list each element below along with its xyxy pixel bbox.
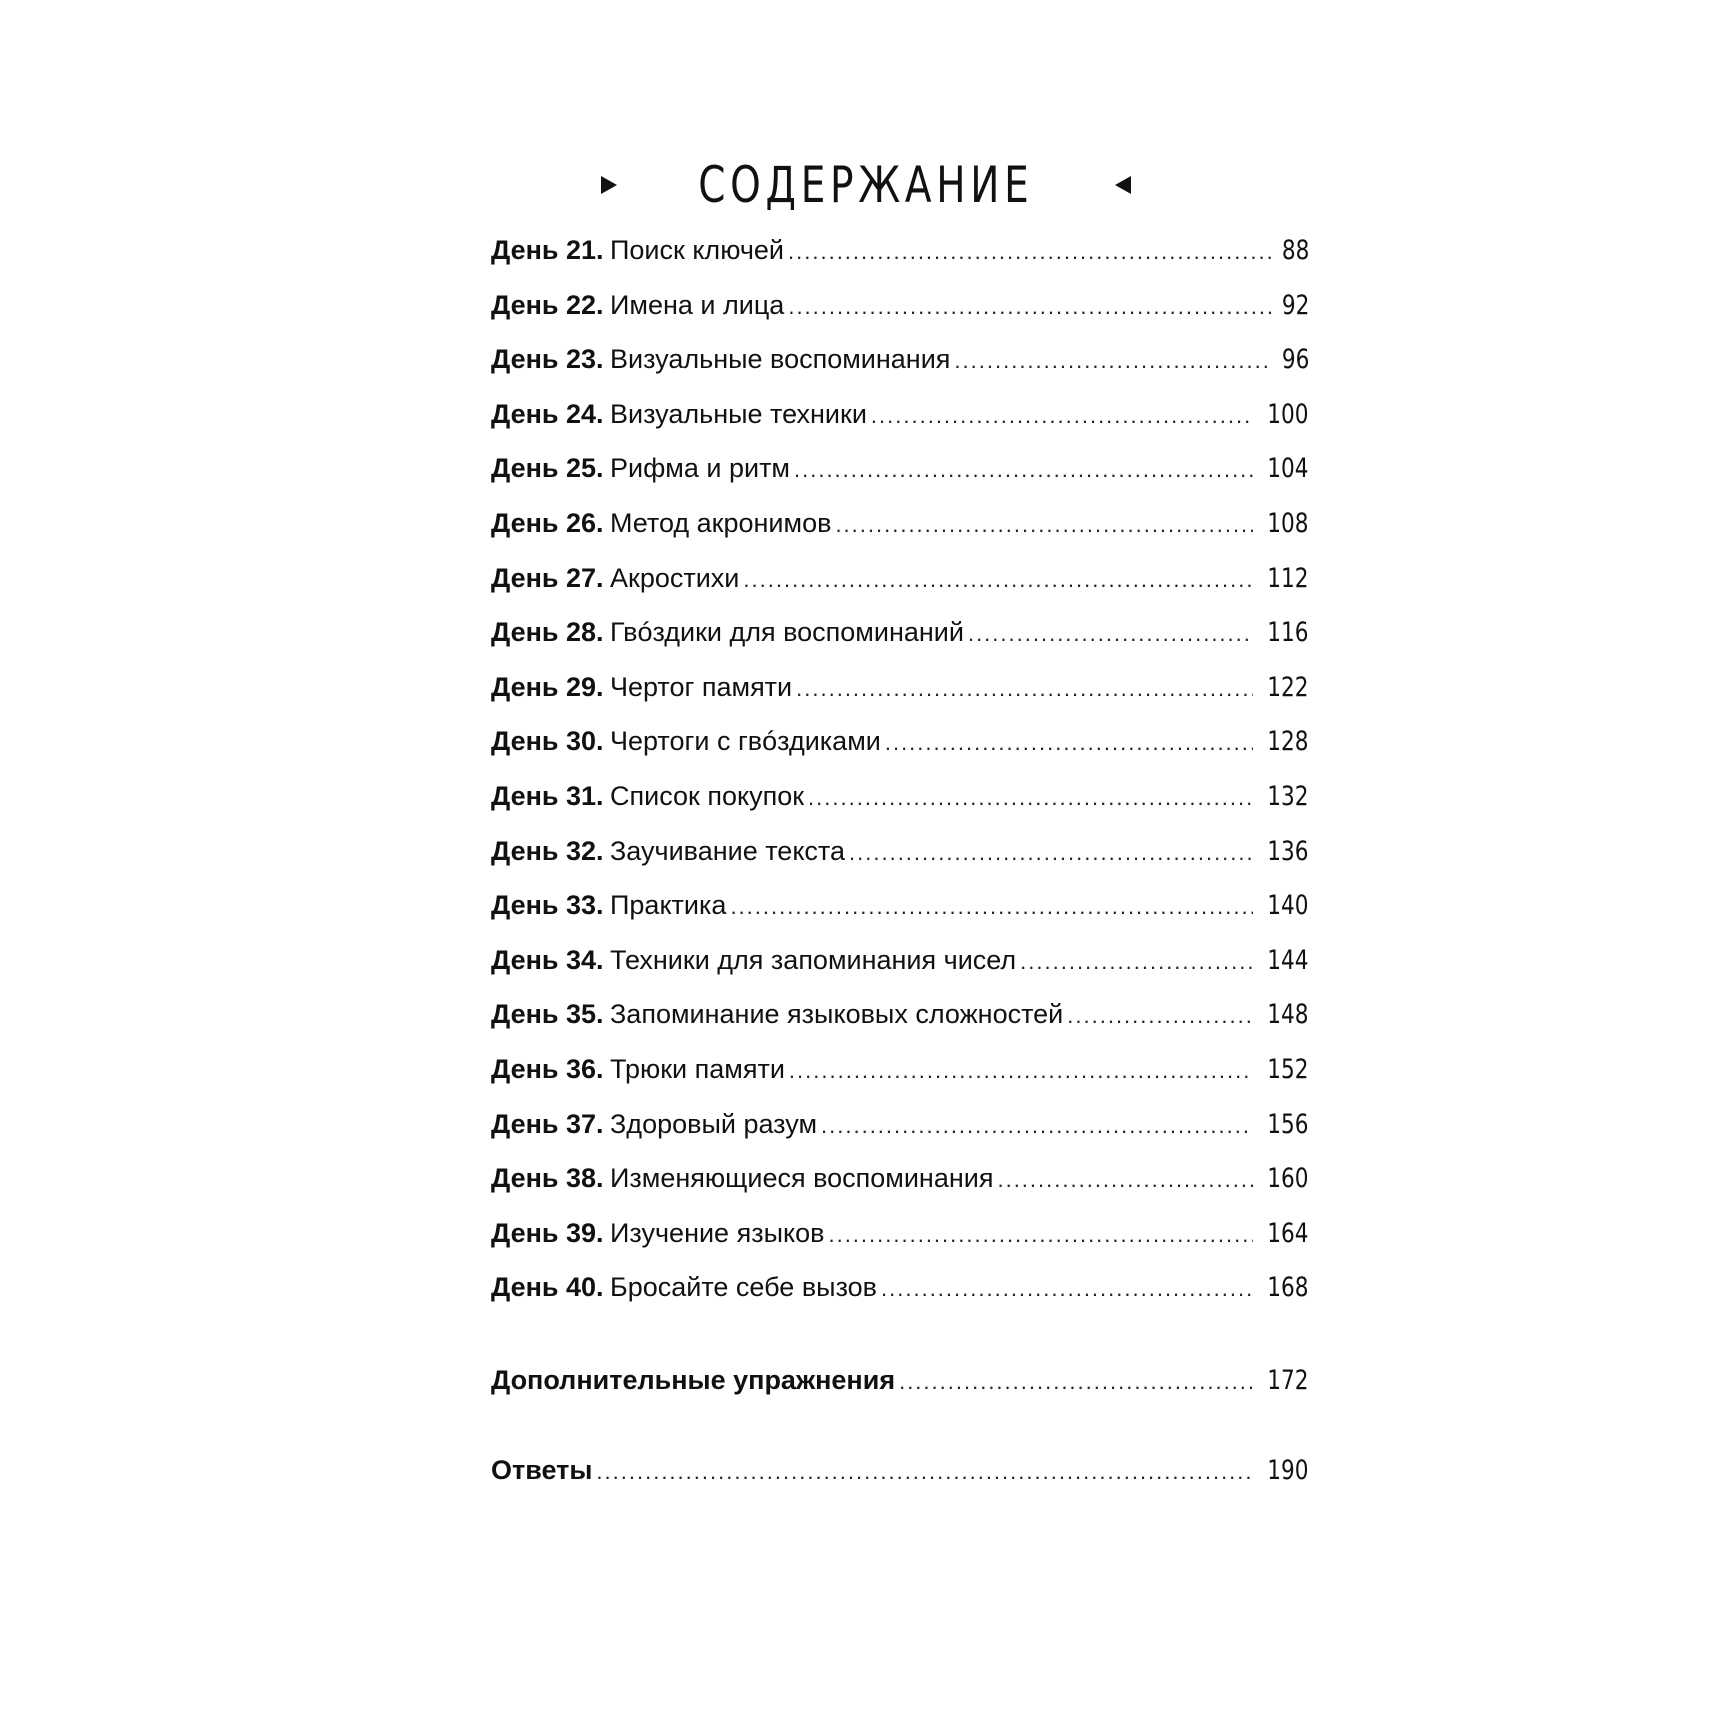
toc-entry[interactable] bbox=[491, 1109, 1309, 1164]
dot-leader bbox=[849, 840, 1253, 866]
dot-leader bbox=[808, 785, 1253, 811]
entry-title: Заучивание текста bbox=[610, 835, 846, 866]
toc-entry[interactable] bbox=[491, 999, 1309, 1054]
toc-entry[interactable] bbox=[491, 890, 1309, 945]
entry-page: 148 bbox=[1267, 999, 1309, 1031]
entry-day: День 34. bbox=[491, 944, 604, 975]
toc-entry[interactable] bbox=[491, 1054, 1309, 1109]
toc-entry[interactable] bbox=[491, 508, 1309, 563]
entry-page: 156 bbox=[1267, 1108, 1309, 1140]
toc-entry[interactable] bbox=[491, 1218, 1309, 1273]
dot-leader bbox=[968, 621, 1254, 647]
entry-page: 140 bbox=[1267, 890, 1309, 922]
toc-entry[interactable] bbox=[491, 945, 1309, 1000]
entry-title: Дополнительные упражнения bbox=[491, 1364, 896, 1395]
entry-title: Ответы bbox=[491, 1455, 593, 1486]
entry-title: Визуальные техники bbox=[610, 398, 867, 429]
entry-day: День 25. bbox=[491, 453, 604, 484]
entry-day: День 23. bbox=[491, 344, 604, 375]
toc-entry[interactable] bbox=[491, 836, 1309, 891]
entry-page: 100 bbox=[1267, 398, 1309, 430]
toc-entry[interactable] bbox=[491, 617, 1309, 672]
dot-leader bbox=[954, 348, 1270, 374]
dot-leader bbox=[881, 1276, 1253, 1302]
entry-page: 96 bbox=[1281, 344, 1309, 376]
entry-page: 88 bbox=[1281, 235, 1309, 266]
toc-entry[interactable] bbox=[491, 726, 1309, 781]
entry-page: 116 bbox=[1267, 617, 1309, 649]
entry-page: 144 bbox=[1267, 944, 1309, 976]
entry-page: 164 bbox=[1267, 1217, 1309, 1249]
entry-day: День 27. bbox=[491, 562, 604, 593]
entry-day: День 40. bbox=[491, 1272, 604, 1303]
entry-title: Изменяющиеся воспоминания bbox=[610, 1163, 994, 1194]
entry-day: День 28. bbox=[491, 617, 604, 648]
entry-title: Чертог памяти bbox=[610, 671, 793, 702]
toc-entry[interactable] bbox=[491, 672, 1309, 727]
entry-page: 136 bbox=[1267, 835, 1309, 867]
entry-page: 122 bbox=[1267, 671, 1309, 703]
entry-title: Запоминание языковых сложностей bbox=[610, 999, 1064, 1030]
entry-page: 160 bbox=[1267, 1163, 1309, 1195]
entry-day: День 29. bbox=[491, 671, 604, 702]
toc-entry-extra-exercises[interactable] bbox=[491, 1365, 1309, 1420]
entry-day: День 35. bbox=[491, 999, 604, 1030]
dot-leader bbox=[743, 567, 1253, 593]
entry-title: Акростихи bbox=[610, 562, 740, 593]
entry-title: Практика bbox=[610, 890, 727, 921]
entry-day: День 22. bbox=[491, 289, 604, 320]
entry-day: День 37. bbox=[491, 1108, 604, 1139]
dot-leader bbox=[885, 730, 1254, 756]
entry-day: День 21. bbox=[491, 235, 604, 265]
entry-page: 112 bbox=[1267, 562, 1309, 594]
entry-day: День 33. bbox=[491, 890, 604, 921]
entry-day: День 38. bbox=[491, 1163, 604, 1194]
dot-leader bbox=[730, 894, 1253, 920]
entry-day: День 26. bbox=[491, 507, 604, 538]
dot-leader bbox=[789, 1058, 1254, 1084]
dot-leader bbox=[788, 239, 1271, 265]
toc-entry[interactable] bbox=[491, 453, 1309, 508]
dot-leader bbox=[997, 1167, 1253, 1193]
entry-page: 128 bbox=[1267, 726, 1309, 758]
dot-leader bbox=[1020, 949, 1253, 975]
entry-title: Имена и лица bbox=[610, 289, 785, 320]
entry-page: 152 bbox=[1267, 1053, 1309, 1085]
toc-entry[interactable] bbox=[491, 235, 1309, 290]
toc-entry[interactable] bbox=[491, 290, 1309, 345]
entry-title: Рифма и ритм bbox=[610, 453, 790, 484]
entry-title: Список покупок bbox=[610, 780, 805, 811]
entry-day: День 30. bbox=[491, 726, 604, 757]
dot-leader bbox=[1067, 1003, 1253, 1029]
toc-entry[interactable] bbox=[491, 563, 1309, 618]
toc-entry[interactable] bbox=[491, 781, 1309, 836]
triangle-left-icon bbox=[1115, 176, 1131, 194]
entry-page: 104 bbox=[1267, 453, 1309, 485]
entry-day: День 39. bbox=[491, 1217, 604, 1248]
entry-title: Техники для запоминания чисел bbox=[610, 944, 1017, 975]
entry-title: Изучение языков bbox=[610, 1217, 825, 1248]
toc-heading bbox=[0, 150, 1732, 220]
entry-page: 108 bbox=[1267, 507, 1309, 539]
entry-day: День 24. bbox=[491, 398, 604, 429]
dot-leader bbox=[794, 457, 1253, 483]
dot-leader bbox=[828, 1222, 1253, 1248]
entry-day: День 32. bbox=[491, 835, 604, 866]
entry-title: Метод акронимов bbox=[610, 507, 832, 538]
entry-title: Трюки памяти bbox=[610, 1053, 785, 1084]
dot-leader bbox=[835, 512, 1253, 538]
toc-entry[interactable] bbox=[491, 344, 1309, 399]
entry-day: День 31. bbox=[491, 780, 604, 811]
dot-leader bbox=[821, 1113, 1253, 1139]
entry-title: Гвóздики для воспоминаний bbox=[610, 617, 964, 648]
entry-page: 168 bbox=[1267, 1272, 1309, 1304]
toc-entry[interactable] bbox=[491, 1163, 1309, 1218]
entry-day: День 36. bbox=[491, 1053, 604, 1084]
entry-title: Визуальные воспоминания bbox=[610, 344, 951, 375]
entry-title: Поиск ключей bbox=[610, 235, 785, 265]
toc-entry[interactable] bbox=[491, 1272, 1309, 1327]
dot-leader bbox=[899, 1369, 1253, 1395]
dot-leader bbox=[796, 676, 1253, 702]
entry-title: Здоровый разум bbox=[610, 1108, 818, 1139]
entry-page: 172 bbox=[1267, 1364, 1309, 1396]
dot-leader bbox=[788, 294, 1270, 320]
toc-entry-answers[interactable] bbox=[491, 1455, 1309, 1510]
entry-title: Бросайте себе вызов bbox=[610, 1272, 878, 1303]
entry-page: 92 bbox=[1281, 289, 1309, 321]
triangle-right-icon bbox=[601, 176, 617, 194]
entry-page: 132 bbox=[1267, 780, 1309, 812]
page-title: СОДЕРЖАНИЕ bbox=[698, 156, 1034, 214]
toc-entry[interactable] bbox=[491, 399, 1309, 454]
entry-page: 190 bbox=[1267, 1455, 1309, 1487]
dot-leader bbox=[871, 403, 1254, 429]
entry-title: Чертоги с гвóздиками bbox=[610, 726, 881, 757]
table-of-contents bbox=[491, 235, 1309, 1510]
dot-leader bbox=[596, 1459, 1253, 1485]
